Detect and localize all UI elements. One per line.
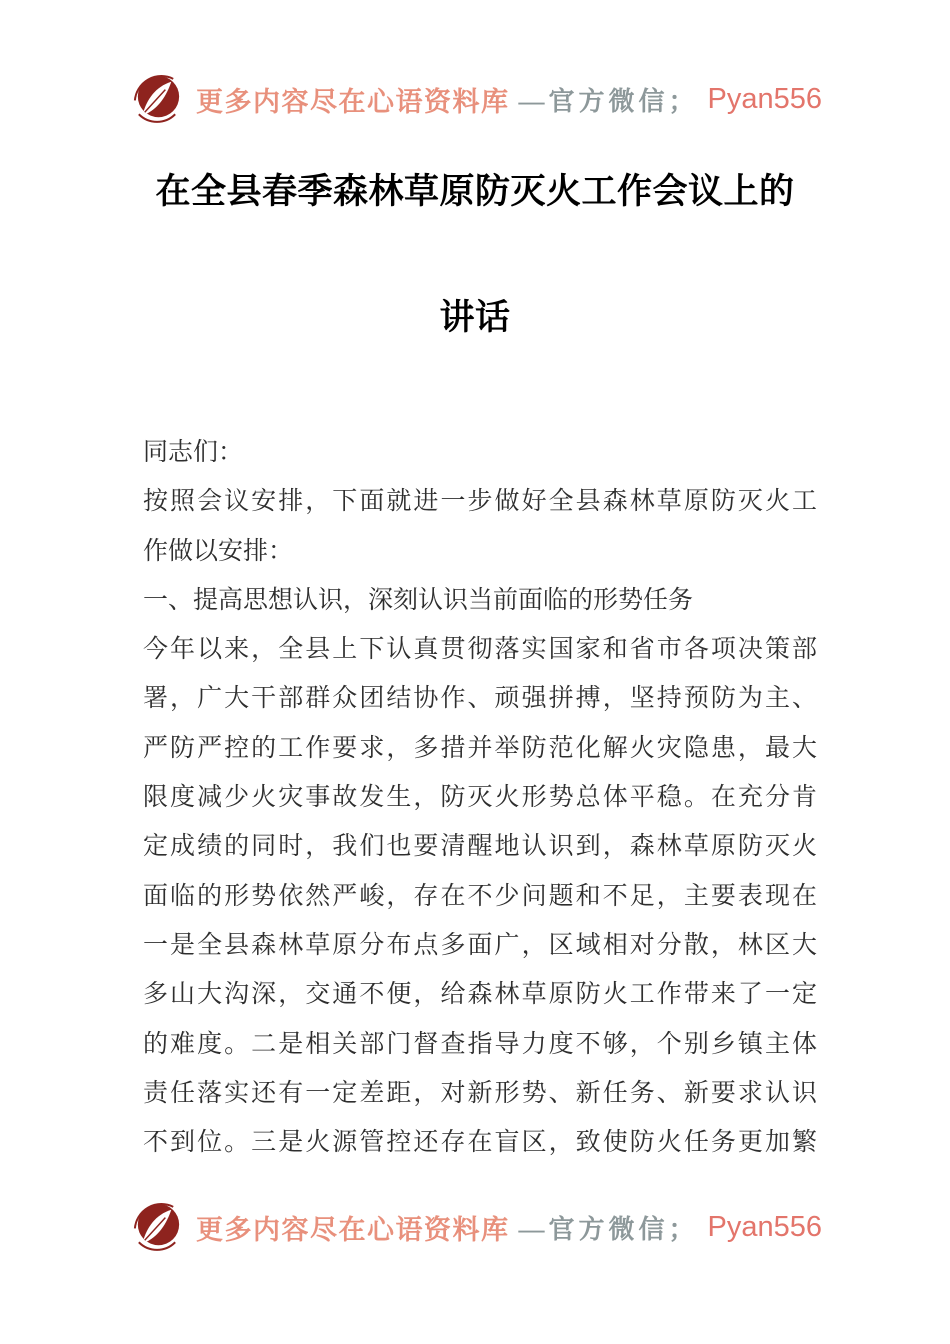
body-line: 责任落实还有一定差距，对新形势、新任务、新要求认识 — [143, 1079, 817, 1107]
body-line: 不到位。三是火源管控还存在盲区，致使防火任务更加繁 — [143, 1129, 817, 1157]
header-watermark — [0, 70, 950, 129]
pen-nib-circle-icon — [128, 1198, 187, 1257]
body-line: 同志们： — [143, 439, 244, 466]
pen-nib-circle-icon — [128, 70, 187, 129]
watermark-wechat-label: —官方微信； — [518, 87, 699, 116]
body-line: 限度减少火灾事故发生，防灭火形势总体平稳。在充分肯 — [143, 784, 817, 812]
footer-watermark — [0, 1198, 950, 1257]
document-body — [143, 428, 817, 1167]
body-line: 作做以安排： — [143, 537, 294, 565]
body-line: 按照会议安排，下面就进一步做好全县森林草原防灭火工 — [143, 488, 817, 516]
body-line: 严防严控的工作要求，多措并举防范化解火灾隐患，最大 — [143, 734, 817, 762]
document-title-line2: 讲话 — [439, 298, 511, 337]
watermark-wechat-id: Pyan556 — [707, 1211, 822, 1243]
watermark-brand-text: 更多内容尽在心语资料库 — [195, 1215, 510, 1245]
body-line: 一、提高思想认识，深刻认识当前面临的形势任务 — [143, 586, 694, 614]
body-line: 署，广大干部群众团结协作、顽强拼搏，坚持预防为主、 — [143, 685, 817, 713]
body-line: 的难度。二是相关部门督查指导力度不够，个别乡镇主体 — [143, 1030, 817, 1058]
body-line: 定成绩的同时，我们也要清醒地认识到，森林草原防灭火 — [143, 833, 817, 861]
document-title-line1: 在全县春季森林草原防灭火工作会议上的 — [155, 172, 795, 211]
watermark-brand-text: 更多内容尽在心语资料库 — [195, 87, 510, 117]
body-line: 面临的形势依然严峻，存在不少问题和不足，主要表现在 — [143, 882, 817, 910]
body-line: 一是全县森林草原分布点多面广，区域相对分散，林区大 — [143, 931, 817, 959]
watermark-wechat-id: Pyan556 — [707, 83, 822, 115]
body-line: 今年以来，全县上下认真贯彻落实国家和省市各项决策部 — [143, 636, 817, 664]
body-line: 多山大沟深，交通不便，给森林草原防火工作带来了一定 — [143, 981, 817, 1009]
watermark-wechat-label: —官方微信； — [518, 1215, 699, 1244]
